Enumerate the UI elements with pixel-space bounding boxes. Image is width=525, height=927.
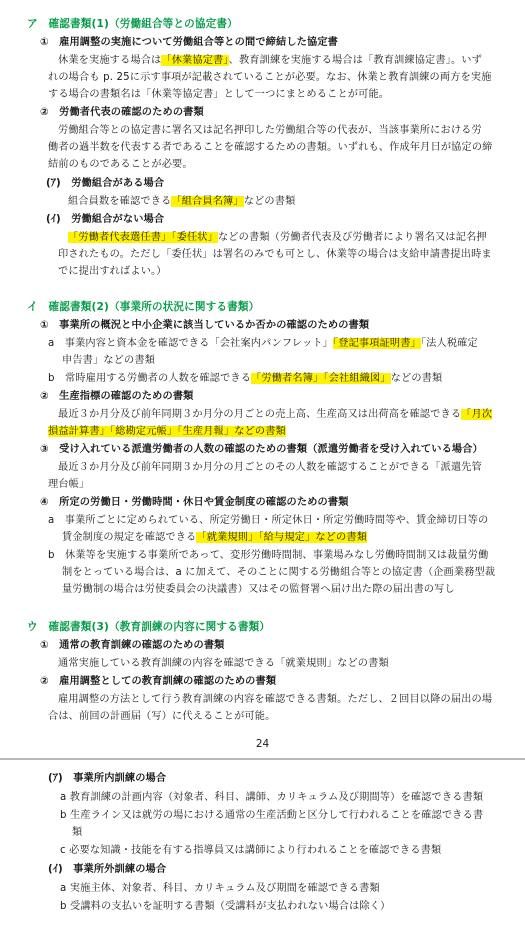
highlight: 「組合員名簿」 (171, 196, 244, 207)
paragraph-line: a 教育訓練の計画内容（対象者、科目、講師、カリキュラム及び期間等）を確認できる書類 (60, 792, 484, 803)
paragraph-line: a 実施主体、対象者、科目、カリキュラム及び期間を確認できる書類 (60, 883, 380, 894)
paragraph-line: 理台帳」 (48, 479, 90, 490)
subitem-heading-q: (ｲ) 事業所外訓練の場合 (48, 864, 167, 875)
highlight: 損益計算書」「総勘定元帳」「生産月報」などの書類 (48, 426, 286, 437)
highlight: 「休業協定書」 (161, 55, 229, 66)
item-heading-i1: ① 事業所の概況と中小企業に該当しているか否かの確認のための書類 (40, 320, 370, 331)
subitem-heading-p: (ｱ) 事業所内訓練の場合 (48, 773, 167, 784)
highlight: 「月次 (461, 409, 493, 420)
paragraph-line: 最近３か月分及び前年同期３か月分の月ごとの売上高、生産高又は出荷高を確認できる「月次 (58, 409, 493, 420)
paragraph-line: 印されたもの。ただし「委任状」は署名のみでも可とし、休業等の場合は支給申請書提出時ま (58, 249, 492, 260)
item-heading-i3: ③ 受け入れている派遣労働者の人数の確認のための書類（派遣労働者を受け入れている場合） (40, 444, 483, 455)
paragraph-line: 制をとっている場合は、a に加えて、そのことに関する労働組合等との協定書（企画業務型裁 (62, 567, 496, 578)
paragraph-line: a 事業内容と資本金を確認できる「会社案内パンフレット」「登記事項証明書」「法人税確定 (48, 338, 478, 349)
item-heading-a1: ① 雇用調整の実施について労働組合等との間で締結した協定書 (40, 37, 339, 48)
paragraph-line: でに提出すればよい。） (58, 266, 167, 277)
paragraph-line: b 生産ライン又は就労の場における通常の生産活動と区分して行われることを確認できる書 (60, 810, 484, 821)
paragraph-line: 組合員数を確認できる「組合員名簿」などの書類 (68, 196, 296, 207)
page-divider (0, 758, 525, 760)
paragraph-line: 類 (72, 827, 83, 838)
section-heading-i: イ 確認書類(2)（事業所の状況に関する書類） (27, 301, 260, 313)
paragraph-line: 通常実施している教育訓練の内容を確認できる「就業規則」などの書類 (58, 658, 389, 669)
highlight: 「登記事項証明書」 (333, 338, 421, 349)
paragraph-line: 「労働者代表選任書」「委任状」などの書類（労働者代表及び労働者により署名又は記名押 (68, 232, 487, 243)
paragraph-line (48, 425, 286, 439)
section-heading-a: ア 確認書類(1)（労働組合等との協定書） (27, 18, 238, 30)
highlight: 「就業規則」「給与規定」などの書類 (196, 532, 368, 543)
paragraph-line: c 必要な知識・技能を有する指導員又は講師により行われることを確認できる書類 (60, 845, 442, 856)
paragraph-line: 休業を実施する場合は「休業協定書」、教育訓練を実施する場合は「教育訓練協定書」。いず (58, 55, 482, 66)
paragraph-line: 雇用調整の方法として行う教育訓練の内容を確認できる書類。ただし、２回目以降の届出の場 (58, 694, 493, 705)
section-heading-u: ウ 確認書類(3)（教育訓練の内容に関する書類） (27, 621, 271, 633)
item-heading-u2: ② 雇用調整としての教育訓練の確認のための書類 (40, 676, 277, 687)
paragraph-line: b 休業等を実施する事業所であって、変形労働時間制、事業場みなし労働時間制又は裁量労働 (48, 550, 489, 561)
paragraph-line: b 受講料の支払いを証明する書類（受講料が支払われない場合は除く） (60, 901, 391, 912)
paragraph-line: 労働組合等との協定書に署名又は記名押印した労働組合等の代表が、当該事業所における労 (58, 125, 482, 136)
page-number: 24 (255, 738, 270, 750)
paragraph-line: 最近３か月分及び前年同期３か月分の月ごとのその人数を確認することができる「派遣先管 (58, 462, 482, 473)
paragraph-line: 合は、前回の計画届（写）に代えることが可能。 (48, 711, 276, 722)
item-heading-a2: ② 労働者代表の確認のための書類 (40, 107, 204, 118)
item-heading-u1: ① 通常の教育訓練の確認のための書類 (40, 640, 225, 651)
paragraph-line: a 事業所ごとに定められている、所定労働日・所定休日・所定労働時間等や、賃金締切日等の (48, 515, 489, 526)
subitem-heading-a2a: (ｱ) 労働組合がある場合 (46, 178, 165, 189)
paragraph-line: 結前のものであることが必要。 (48, 159, 193, 170)
paragraph-line: b 常時雇用する労働者の人数を確認できる「労働者名簿」「会社組織図」などの書類 (48, 373, 443, 384)
subitem-heading-a2b: (ｲ) 労働組合がない場合 (46, 214, 165, 225)
paragraph-line: する場合の書類名は「休業等協定書」として一つにまとめることが可能。 (48, 89, 390, 100)
paragraph-line: 賃金制度の規定を確認できる「就業規則」「給与規定」などの書類 (62, 532, 368, 543)
paragraph-line: 働者の過半数を代表する者であることを確認するための書類。いずれも、作成年月日が協定の締 (48, 142, 493, 153)
item-heading-i4: ④ 所定の労働日・労働時間・休日や賃金制度の確認のための書類 (40, 497, 349, 508)
paragraph-line: れの場合も p. 25に示す事項が記載されていることが必要。なお、休業と教育訓練の両方を実施 (48, 72, 492, 83)
highlight: 「労働者代表選任書」「委任状」 (68, 232, 218, 243)
paragraph-line: 申告書」などの書類 (62, 355, 156, 366)
item-heading-i2: ② 生産指標の確認のための書類 (40, 391, 194, 402)
highlight: 「労働者名簿」「会社組織図」 (251, 373, 391, 384)
paragraph-line: 量労働制の場合は労使委員会の決議書）又はその監督署へ届け出た際の届出書の写し (62, 584, 455, 595)
